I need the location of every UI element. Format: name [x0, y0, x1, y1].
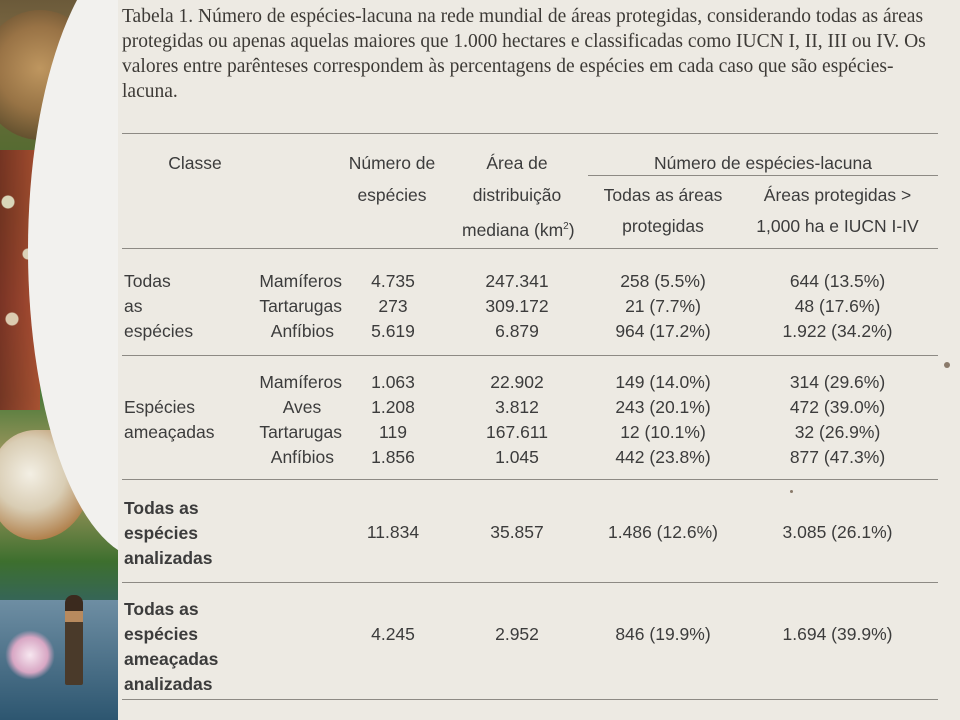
section-label: Espécies	[124, 397, 196, 417]
header-area-3: mediana $(km^2)$	[462, 219, 575, 240]
gap-iucn-cell: 1.922 (34.2%)	[782, 321, 893, 341]
rule-section-3	[122, 582, 938, 583]
header-num-especies-2: espécies	[357, 185, 427, 205]
total-label: ameaçadas	[124, 649, 219, 669]
gap-iucn-cell: 3.085 (26.1%)	[782, 522, 893, 542]
taxon-cell: Anfíbios	[270, 447, 334, 467]
area-cell: 1.045	[495, 447, 539, 467]
area-cell: 22.902	[490, 372, 544, 392]
table-caption: Tabela 1. Número de espécies-lacuna na rede mundial de áreas protegidas, considerando todas as áreas protegidas ou apenas aquelas maiores que 1.000 hectares e classificadas como IUCN I, II, III ou IV. Os valores entre parênteses correspondem às percentagens de espécies em cada caso que são espécies-lacuna.	[122, 6, 926, 102]
species-count-cell: 1.208	[371, 397, 415, 417]
total-label: Todas as	[124, 498, 199, 518]
total-label: analizadas	[124, 548, 213, 568]
species-count-cell: 1.063	[371, 372, 415, 392]
rule-section-2	[122, 479, 938, 480]
gap-all-cell: 442 (23.8%)	[615, 447, 711, 467]
area-cell: 2.952	[495, 624, 539, 644]
rule-top	[122, 133, 938, 134]
species-count-cell: 4.245	[371, 624, 415, 644]
header-area-2: distribuição	[472, 185, 562, 205]
gap-iucn-cell: 472 (39.0%)	[789, 397, 886, 417]
area-cell: 35.857	[490, 522, 544, 542]
species-count-cell: 5.619	[371, 321, 415, 341]
header-todas-areas-1: Todas as áreas	[603, 185, 723, 205]
gap-all-cell: 12 (10.1%)	[620, 422, 706, 442]
species-count-cell: 4.735	[371, 271, 415, 291]
total-label: analizadas	[124, 674, 213, 694]
gap-iucn-cell: 1.694 (39.9%)	[782, 624, 893, 644]
area-cell: 309.172	[485, 296, 549, 316]
taxon-cell: Aves	[282, 397, 322, 417]
taxon-cell: Anfíbios	[270, 321, 334, 341]
gap-all-cell: 258 (5.5%)	[620, 271, 706, 291]
taxon-cell: Mamíferos	[259, 372, 342, 392]
gap-iucn-cell: 32 (26.9%)	[794, 422, 881, 442]
area-cell: 6.879	[495, 321, 539, 341]
area-cell: 3.812	[495, 397, 539, 417]
section-label: as	[124, 296, 143, 316]
header-classe: Classe	[168, 153, 222, 173]
gap-all-cell: 964 (17.2%)	[615, 321, 711, 341]
taxon-cell: Tartarugas	[259, 422, 342, 442]
orchid-photo	[5, 630, 55, 680]
taxon-cell: Mamíferos	[259, 271, 342, 291]
gap-all-cell: 243 (20.1%)	[615, 397, 711, 417]
speck	[944, 362, 950, 368]
speck	[790, 490, 793, 493]
scanned-page	[118, 0, 960, 720]
species-count-cell: 11.834	[366, 522, 420, 542]
header-group: Número de espécies-lacuna	[654, 153, 872, 173]
area-cell: 167.611	[486, 422, 548, 442]
header-todas-areas-2: protegidas	[622, 216, 704, 236]
rule-section-1	[122, 355, 938, 356]
person-photo	[65, 595, 83, 685]
gap-iucn-cell: 877 (47.3%)	[789, 447, 886, 467]
gap-iucn-cell: 644 (13.5%)	[789, 271, 886, 291]
rule-header-bottom	[122, 248, 938, 249]
gap-all-cell: 1.486 (12.6%)	[608, 522, 718, 542]
total-label: espécies	[124, 523, 198, 543]
gap-all-cell: 21 (7.7%)	[625, 296, 701, 316]
header-area-1: Área de	[486, 153, 548, 173]
gap-iucn-cell: 48 (17.6%)	[794, 296, 881, 316]
header-areas-iucn-2: 1,000 ha e IUCN I-IV	[756, 216, 919, 236]
section-label: espécies	[124, 321, 194, 341]
species-count-cell: 273	[378, 296, 408, 316]
taxon-cell: Tartarugas	[259, 296, 342, 316]
species-count-cell: 119	[379, 422, 407, 442]
section-label: Todas	[124, 271, 171, 291]
rule-bottom	[122, 699, 938, 700]
gap-all-cell: 846 (19.9%)	[615, 624, 711, 644]
area-cell: 247.341	[485, 271, 549, 291]
header-num-especies-1: Número de	[348, 153, 436, 173]
header-areas-iucn-1: Áreas protegidas >	[763, 185, 912, 205]
gap-iucn-cell: 314 (29.6%)	[789, 372, 886, 392]
total-label: espécies	[124, 624, 198, 644]
gap-all-cell: 149 (14.0%)	[615, 372, 711, 392]
species-count-cell: 1.856	[371, 447, 415, 467]
section-label: ameaçadas	[124, 422, 215, 442]
total-label: Todas as	[124, 599, 199, 619]
